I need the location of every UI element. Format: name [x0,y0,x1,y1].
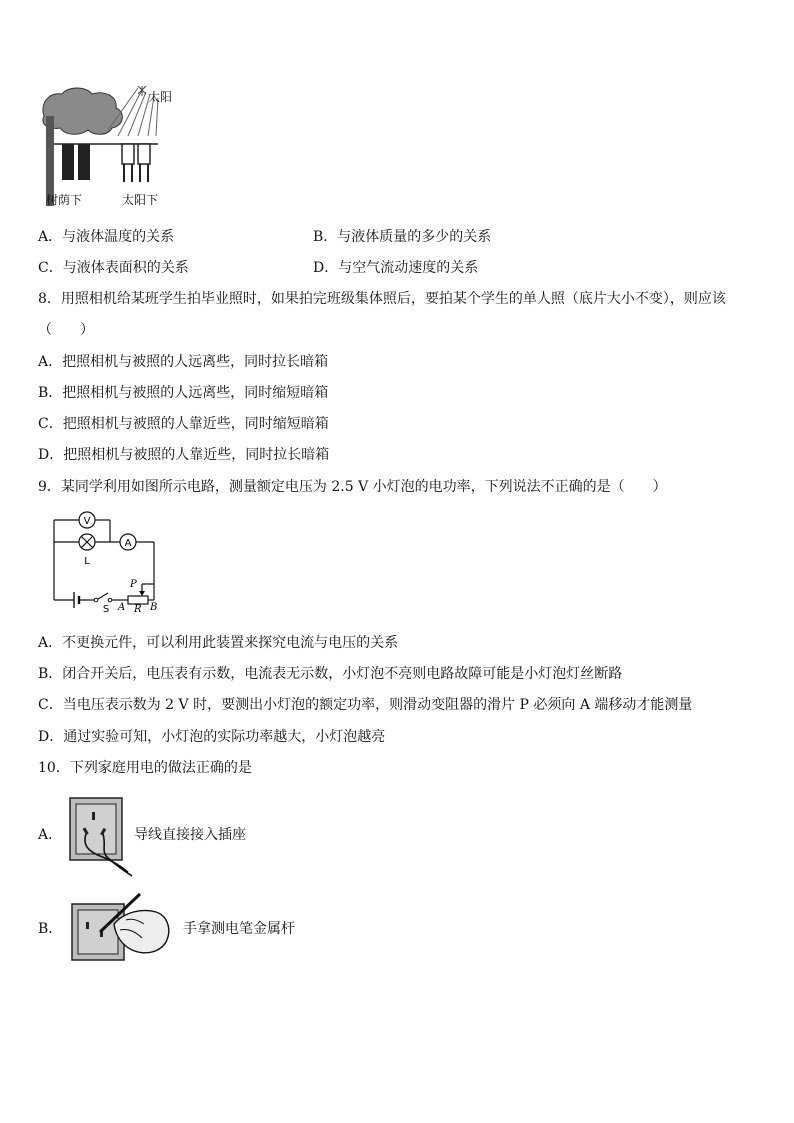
slider-label: P [130,579,137,590]
lamp-label: L [84,556,90,567]
sun-label: 太阳 [148,90,173,104]
evaporation-figure [38,86,188,210]
sun-cloth-1 [122,144,134,164]
resistor-label: R [134,604,142,614]
q10-option-b-caption: 手拿测电笔金属杆 [183,921,295,937]
q7-option-d: D．与空气流动速度的关系 [313,260,479,276]
switch-icon [98,593,108,599]
sun-caption: 太阳下 [122,193,159,207]
circuit-diagram [44,508,170,614]
q9-option-a: A．不更换元件，可以利用此装置来探究电流与电压的关系 [38,635,399,651]
q7-option-a: A．与液体温度的关系 [38,229,175,245]
end-a-label: A [118,602,126,613]
socket-wires-illustration [66,794,136,880]
q8-option-b: B．把照相机与被照的人远离些，同时缩短暗箱 [38,385,329,401]
q8-option-c: C．把照相机与被照的人靠近些，同时缩短暗箱 [38,416,329,432]
q10-option-a-letter: A． [38,827,63,843]
shade-cloth-1 [62,144,74,180]
voltmeter-label: V [83,516,91,527]
q9-option-b: B．闭合开关后，电压表有示数，电流表无示数，小灯泡不亮则电路故障可能是小灯泡灯丝断路 [38,666,623,682]
q8-stem-cont: （ ） [38,322,94,338]
q8-option-a: A．把照相机与被照的人远离些，同时拉长暗箱 [38,354,329,370]
q10-option-b-letter: B． [38,921,63,937]
end-b-label: B [150,602,158,613]
shade-caption: 树荫下 [46,193,83,207]
q10-stem: 10．下列家庭用电的做法正确的是 [38,760,252,776]
q8-option-d: D．把照相机与被照的人靠近些，同时拉长暗箱 [38,447,330,463]
q9-option-d: D．通过实验可知，小灯泡的实际功率越大，小灯泡越亮 [38,729,386,745]
q8-stem: 8．用照相机给某班学生拍毕业照时，如果拍完班级集体照后，要拍某个学生的单人照（底片大小不变），则应该 [38,291,726,307]
ammeter-label: A [124,538,132,549]
sun-cloth-2 [138,144,150,164]
rheostat-icon [128,596,148,604]
shade-cloth-2 [78,144,90,180]
test-pen-illustration [70,890,174,964]
switch-label: S [102,604,110,614]
q7-option-b: B．与液体质量的多少的关系 [313,229,492,245]
slider-arrow-icon [139,591,145,596]
q9-option-c: C．当电压表示数为 2 V 时，要测出小灯泡的额定功率，则滑动变阻器的滑片 P 必须向 A 端移动才能测量 [38,697,693,713]
q10-option-a-caption: 导线直接接入插座 [134,827,246,843]
q7-option-c: C．与液体表面积的关系 [38,260,189,276]
q9-stem: 9．某同学利用如图所示电路，测量额定电压为 2.5 V 小灯泡的电功率，下列说法不正确的是（ ） [38,479,667,495]
